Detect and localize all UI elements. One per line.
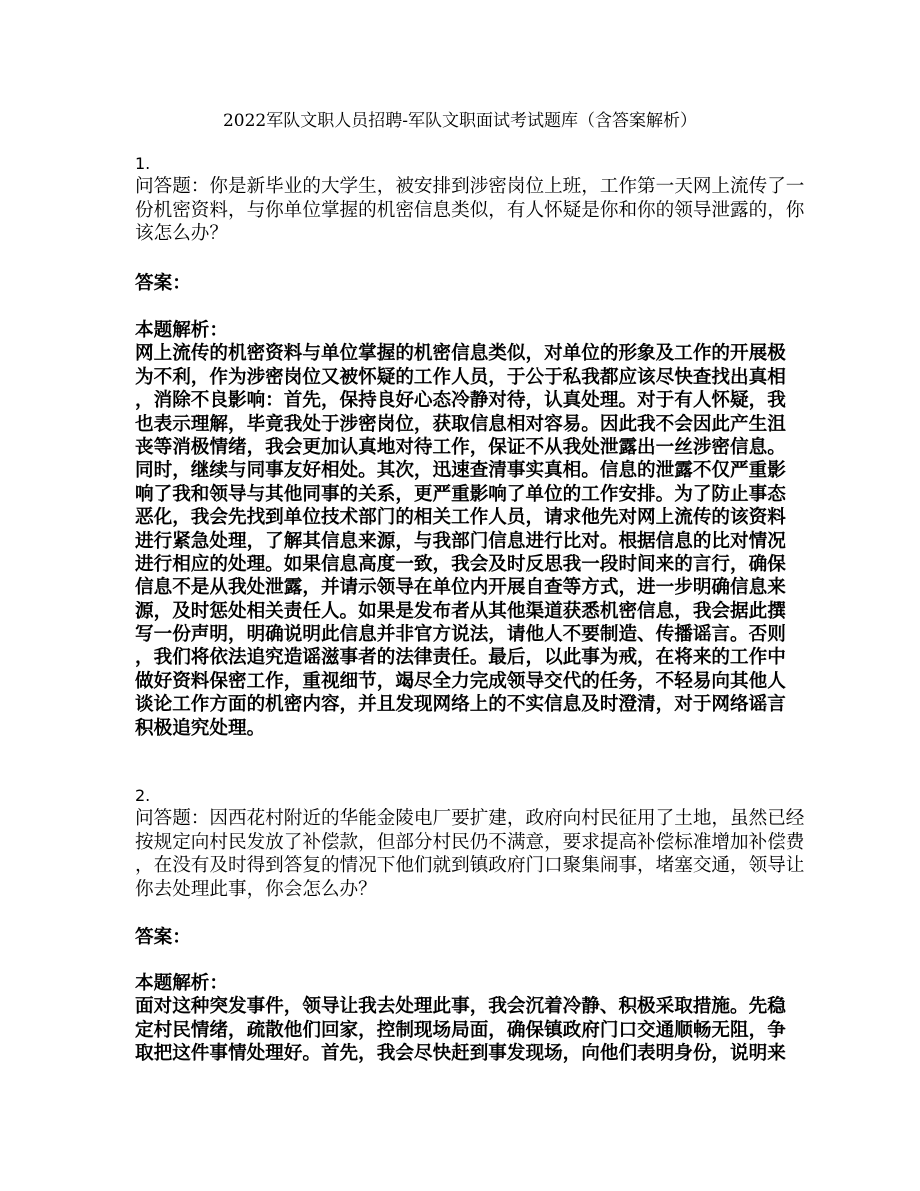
answer-label-1 [135, 272, 795, 295]
analysis-line: 定村民情绪，疏散他们回家，控制现场局面，确保镇政府门口交通顺畅无阻，争 [135, 1019, 786, 1041]
analysis-line: 恶化，我会先找到单位技术部门的相关工作人员，请求他先对网上流传的该资料 [135, 507, 786, 529]
analysis-line: 写一份声明，明确说明此信息并非官方说法，请他人不要制造、传播谣言。否则 [135, 624, 786, 646]
analysis-line: 做好资料保密工作，重视细节，竭尽全力完成领导交代的任务，不轻易向其他人 [135, 670, 786, 692]
question-1 [135, 152, 805, 246]
analysis-line: 取把这件事情处理好。首先，我会尽快赶到事发现场，向他们表明身份，说明来 [135, 1043, 786, 1065]
analysis-line: 丧等消极情绪，我会更加认真地对待工作，保证不从我处泄露出一丝涉密信息。 [135, 436, 786, 458]
analysis-line: ，消除不良影响：首先，保持良好心态冷静对待，认真处理。对于有人怀疑，我 [135, 390, 786, 412]
question-text [135, 807, 805, 901]
question-line: 问答题：因西花村附近的华能金陵电厂要扩建，政府向村民征用了土地，虽然已经 [135, 808, 805, 830]
analysis-line: 响了我和领导与其他同事的关系，更严重影响了单位的工作安排。为了防止事态 [135, 483, 786, 505]
analysis-1 [135, 319, 795, 740]
question-line: 你去处理此事，你会怎么办？ [135, 878, 377, 900]
question-line: 按规定向村民发放了补偿款，但部分村民仍不满意，要求提高补偿标准增加补偿费 [135, 831, 805, 853]
analysis-line: 谈论工作方面的机密内容，并且发现网络上的不实信息及时澄清，对于网络谣言 [135, 694, 786, 716]
analysis-line: 也表示理解，毕竟我处于涉密岗位，获取信息相对容易。因此我不会因此产生沮 [135, 413, 786, 435]
answer-label-2 [135, 926, 795, 949]
analysis-line: 源，及时惩处相关责任人。如果是发布者从其他渠道获悉机密信息，我会据此撰 [135, 600, 786, 622]
analysis-line: 同时，继续与同事友好相处。其次，迅速查清事实真相。信息的泄露不仅严重影 [135, 460, 786, 482]
question-line: 份机密资料，与你单位掌握的机密信息类似，有人怀疑是你和你的领导泄露的，你 [135, 199, 805, 221]
analysis-line: ，我们将依法追究造谣滋事者的法律责任。最后，以此事为戒，在将来的工作中 [135, 647, 786, 669]
analysis-2 [135, 972, 795, 1066]
question-number: 1. [135, 154, 151, 173]
analysis-label: 本题解析： [135, 320, 228, 341]
analysis-line: 信息不是从我处泄露，并请示领导在单位内开展自查等方式，进一步明确信息来 [135, 577, 786, 599]
analysis-line: 网上流传的机密资料与单位掌握的机密信息类似，对单位的形象及工作的开展极 [135, 343, 786, 365]
question-text [135, 175, 805, 245]
analysis-label: 本题解析： [135, 973, 228, 994]
question-line: 该怎么办？ [135, 223, 228, 245]
analysis-line: 进行紧急处理，了解其信息来源，与我部门信息进行比对。根据信息的比对情况 [135, 530, 786, 552]
question-line: 问答题：你是新毕业的大学生，被安排到涉密岗位上班，工作第一天网上流传了一 [135, 176, 805, 198]
answer-label: 答案： [135, 927, 191, 948]
question-number: 2. [135, 786, 151, 805]
analysis-line: 为不利，作为涉密岗位又被怀疑的工作人员，于公于私我都应该尽快查找出真相 [135, 366, 786, 388]
analysis-line: 进行相应的处理。如果信息高度一致，我会及时反思我一段时间来的言行，确保 [135, 553, 786, 575]
document-title: 2022军队文职人员招聘-军队文职面试考试题库（含答案解析） [222, 111, 697, 131]
answer-label: 答案： [135, 273, 191, 294]
analysis-line: 面对这种突发事件，领导让我去处理此事，我会沉着冷静、积极采取措施。先稳 [135, 996, 786, 1018]
question-2 [135, 784, 805, 901]
analysis-line: 积极追究处理。 [135, 717, 266, 739]
question-line: ，在没有及时得到答复的情况下他们就到镇政府门口聚集闹事，堵塞交通，领导让 [135, 855, 805, 877]
